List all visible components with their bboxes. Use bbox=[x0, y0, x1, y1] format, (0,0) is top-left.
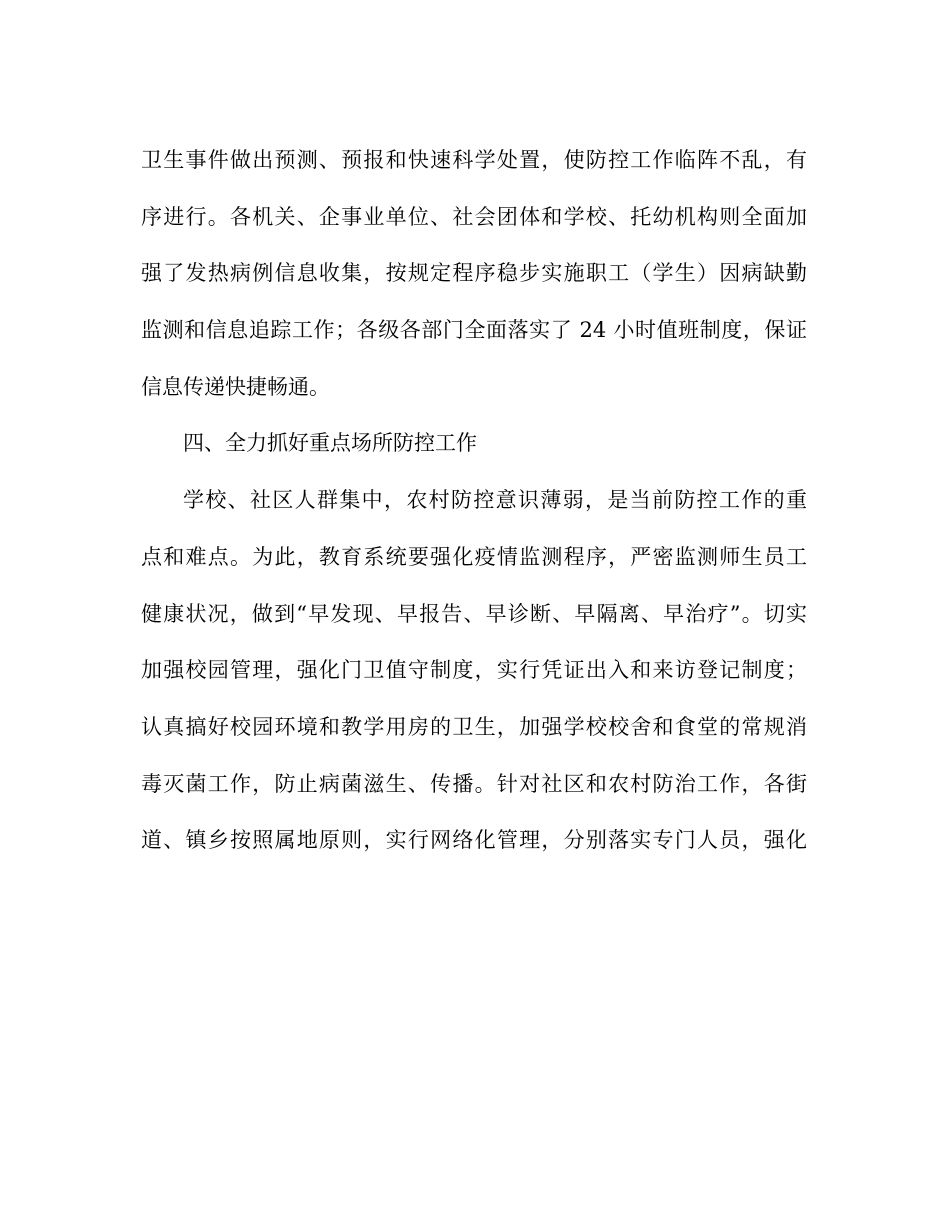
paragraph-line: 点和难点。为此，教育系统要强化疫情监测程序，严密监测师生员工 bbox=[141, 544, 807, 569]
paragraph-line: 健康状况，做到“早发现、早报告、早诊断、早隔离、早治疗”。切实 bbox=[141, 601, 807, 626]
paragraph-line: 序进行。各机关、企事业单位、社会团体和学校、托幼机构则全面加 bbox=[141, 204, 807, 229]
paragraph-line: 监测和信息追踪工作；各级各部门全面落实了 24 小时值班制度，保证 bbox=[141, 318, 807, 343]
paragraph-line: 卫生事件做出预测、预报和快速科学处置，使防控工作临阵不乱，有 bbox=[141, 148, 807, 172]
paragraph-line: 信息传递快捷畅通。 bbox=[141, 374, 330, 399]
section-heading: 四、全力抓好重点场所防控工作 bbox=[183, 431, 477, 456]
paragraph-line: 毒灭菌工作，防止病菌滋生、传播。针对社区和农村防治工作，各街 bbox=[141, 771, 807, 796]
paragraph-line: 加强校园管理，强化门卫值守制度，实行凭证出入和来访登记制度； bbox=[141, 658, 807, 683]
paragraph-line: 认真搞好校园环境和教学用房的卫生，加强学校校舍和食堂的常规消 bbox=[141, 714, 807, 739]
paragraph-line: 道、镇乡按照属地原则，实行网络化管理，分别落实专门人员，强化 bbox=[141, 828, 807, 853]
paragraph-line: 强了发热病例信息收集，按规定程序稳步实施职工（学生）因病缺勤 bbox=[141, 261, 807, 286]
document-body bbox=[141, 132, 807, 869]
paragraph-line: 学校、社区人群集中，农村防控意识薄弱，是当前防控工作的重 bbox=[183, 488, 807, 513]
